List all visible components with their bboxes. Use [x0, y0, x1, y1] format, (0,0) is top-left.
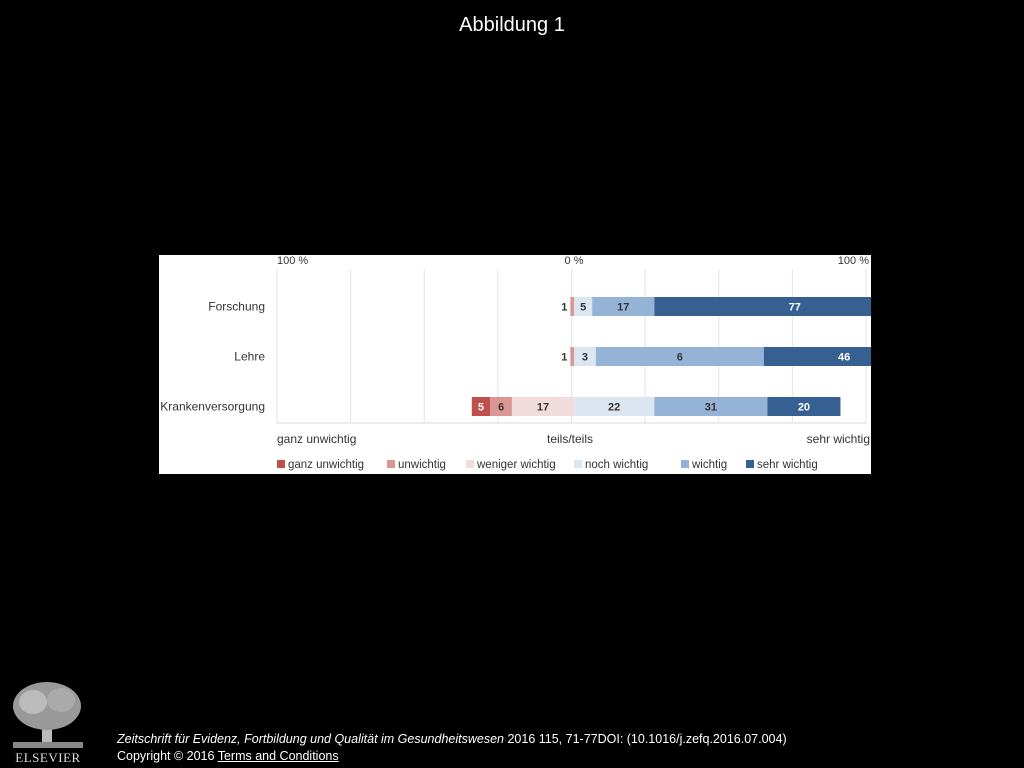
data-label: 22	[608, 401, 621, 414]
axis-bottom-label: teils/teils	[546, 432, 594, 446]
footer	[117, 731, 787, 765]
bar-segment	[654, 297, 871, 316]
data-label: 3	[581, 351, 589, 364]
bar-segment	[570, 297, 574, 316]
legend-label: weniger wichtig	[477, 459, 556, 471]
citation-details: 2016 115, 71-77DOI: (10.1016/j.zefq.2016.07.004)	[504, 732, 787, 746]
terms-link[interactable]: Terms and Conditions	[217, 749, 339, 763]
tree-icon	[9, 680, 87, 750]
data-label: 17	[536, 401, 550, 414]
logo-wordmark: ELSEVIER	[15, 750, 81, 765]
legend-label: noch wichtig	[585, 459, 649, 471]
copyright-line	[117, 748, 787, 765]
slide-title: Abbildung 1	[459, 14, 565, 36]
data-label: 17	[617, 301, 630, 314]
legend-swatch	[574, 460, 582, 468]
data-label: 6	[497, 401, 505, 414]
legend-label: unwichtig	[398, 459, 446, 471]
legend-label: sehr wichtig	[757, 459, 818, 471]
stacked-bar-chart	[159, 255, 871, 474]
bar-segment	[570, 347, 574, 366]
axis-top-label: 100 %	[837, 255, 869, 267]
category-label: Krankenversorgung	[160, 399, 265, 414]
data-label: 31	[704, 401, 717, 414]
copyright-text: Copyright © 2016	[117, 749, 218, 763]
legend-swatch	[277, 460, 285, 468]
elsevier-logo	[9, 680, 87, 766]
data-label: 5	[477, 401, 484, 414]
data-label: 77	[788, 301, 801, 314]
data-label: 20	[797, 401, 811, 414]
legend-swatch	[466, 460, 474, 468]
data-label: 46	[837, 351, 851, 364]
axis-top-label: 100 %	[277, 255, 309, 267]
axis-top-label: 0 %	[564, 255, 584, 267]
legend-swatch	[746, 460, 754, 468]
category-label: Forschung	[208, 299, 265, 314]
axis-bottom-label: sehr wichtig	[806, 432, 870, 446]
legend-label: ganz unwichtig	[288, 459, 365, 471]
data-label: 1	[561, 301, 568, 314]
data-label: 5	[580, 301, 587, 314]
axis-bottom-label: ganz unwichtig	[277, 432, 357, 446]
category-label: Lehre	[234, 349, 265, 364]
bar-segment	[764, 347, 871, 366]
journal-name: Zeitschrift für Evidenz, Fortbildung und Qualität im Gesundheitswesen	[117, 732, 504, 746]
data-label: 1	[561, 351, 568, 364]
legend-swatch	[681, 460, 689, 468]
data-label: 6	[676, 351, 683, 364]
legend-swatch	[387, 460, 395, 468]
legend-label: wichtig	[692, 459, 728, 471]
citation-line	[117, 731, 787, 748]
chart-panel	[159, 255, 871, 474]
